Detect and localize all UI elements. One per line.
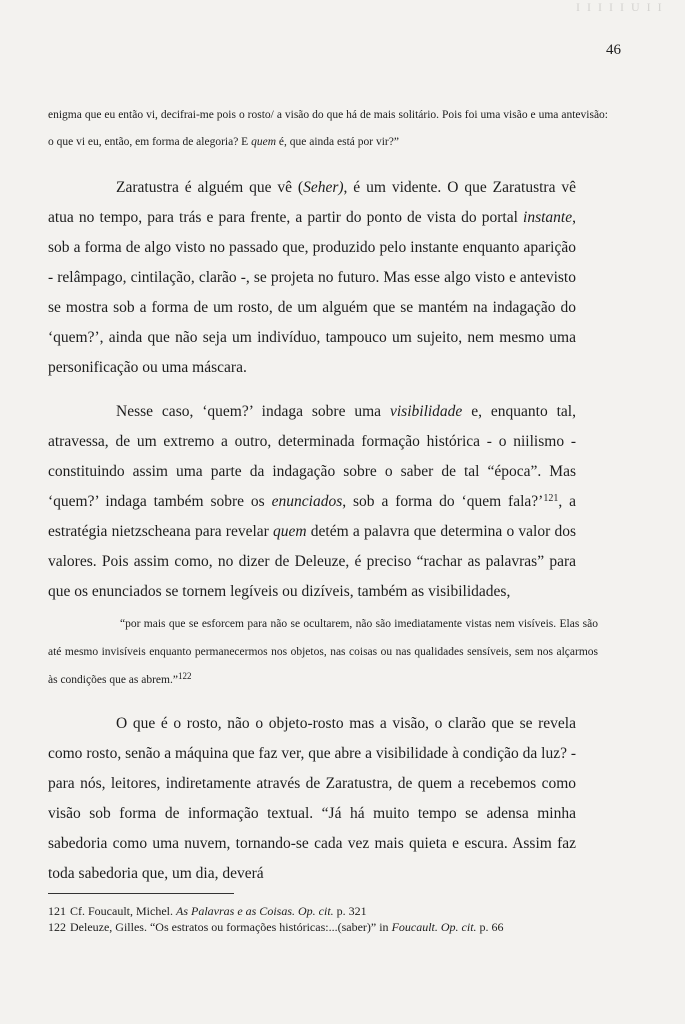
quote-block-deleuze [48, 610, 598, 694]
page-number: 46 [606, 42, 621, 58]
paragraph-2-text-1: Nesse caso, ‘quem?’ indaga sobre uma [116, 403, 390, 420]
footnote-title: Foucault. Op. cit. [391, 920, 477, 934]
footnote-text: Deleuze, Gilles. “Os estratos ou formações históricas:...(saber)” in [70, 920, 392, 934]
footnote-122 [48, 919, 504, 935]
footnote-number: 122 [48, 920, 66, 934]
footnote-page: p. 321 [333, 904, 367, 918]
paragraph-2-emphasis-1: visibilidade [389, 403, 463, 420]
edge-mark: I I I I I U I I [576, 0, 664, 14]
quote-block-top [48, 102, 608, 156]
paragraph-3-text: O que é o rosto, não o objeto-rosto mas a visão, o clarão que se revela como rosto, senão a máquina que faz ver, que abre a visibilidade à condição da luz? - para nós, leitores, indiretamente através de Zaratustra, de quem a recebemos como visão sob forma de informação textual. “Já há muito tempo se adensa minha sabedoria como uma nuvem, tornando-se cada vez mais quieta e escura. Assim faz toda sabedoria que, um dia, deverá [48, 715, 576, 882]
footnote-page: p. 66 [476, 920, 504, 934]
quote-top-line2-b: é, que ainda está por vir?” [276, 136, 399, 148]
quote-top-emphasis: quem [251, 136, 277, 148]
paragraph-2 [48, 397, 576, 607]
paragraph-2-emphasis-3: quem [273, 523, 307, 540]
footnote-text: Cf. Foucault, Michel. [70, 904, 176, 918]
footnote-121 [48, 903, 367, 919]
paragraph-1-text-2: , é um vidente. O que Zaratustra vê atua no tempo, para trás e para frente, a partir do ponto de vista do portal [48, 179, 576, 226]
paragraph-2-text-4: , a estratégia nietzscheana para revelar [48, 493, 576, 540]
paragraph-2-text-5: detém a palavra que determina o valor dos valores. Pois assim como, no dizer de Deleuze, é preciso “rachar as palavras” para que os enunciados se tornem legíveis ou dizíveis, também as visibilidades, [48, 523, 576, 600]
paragraph-2-text-2: e, enquanto tal, atravessa, de um extremo a outro, determinada formação histórica - o niilismo - constituindo assim uma parte da indagação sobre o saber de tal “época”. Mas ‘quem?’ indaga também sobre os [48, 403, 576, 510]
paragraph-1-emphasis-1: Seher) [303, 179, 344, 196]
quote-top-line2-a: e uma antevisão: o que vi eu, então, em forma de alegoria? E [48, 109, 609, 148]
footnote-ref-122[interactable]: 122 [177, 671, 192, 681]
footnote-ref-121[interactable]: 121 [543, 493, 559, 504]
quote-deleuze-text: “por mais que se esforcem para não se ocultarem, não são imediatamente vistas nem visíveis. Elas são até mesmo invisíveis enquanto permanecermos nos objetos, nas coisas ou nas qualidades sensíveis, sem nos alçarmos às condições que as abrem.” [48, 618, 598, 686]
paragraph-1-text-3: , sob a forma de algo visto no passado que, produzido pelo instante enquanto aparição - relâmpago, cintilação, clarão -, se projeta no futuro. Mas esse algo visto e antevisto se mostra sob a forma de um rosto, de um alguém que se mantém na indagação do ‘quem?’, ainda que não seja um indivíduo, tampouco um sujeito, nem mesmo uma personificação ou uma máscara. [48, 209, 576, 376]
paragraph-1-emphasis-2: instante [523, 209, 573, 226]
paragraph-1-text-1: Zaratustra é alguém que vê ( [116, 179, 304, 196]
paragraph-1 [48, 173, 576, 383]
footnote-title: As Palavras e as Coisas. Op. cit. [175, 904, 334, 918]
paragraph-2-emphasis-2: enunciados [271, 493, 343, 510]
paragraph-2-text-3: , sob a forma do ‘quem fala?’ [342, 493, 544, 510]
footnote-divider [48, 893, 234, 894]
footnote-number: 121 [48, 904, 66, 918]
paragraph-3 [48, 709, 576, 889]
quote-top-line1: enigma que eu então vi, decifrai-me pois o rosto/ a visão do que há de mais solitário. Pois foi uma visão [48, 109, 528, 121]
